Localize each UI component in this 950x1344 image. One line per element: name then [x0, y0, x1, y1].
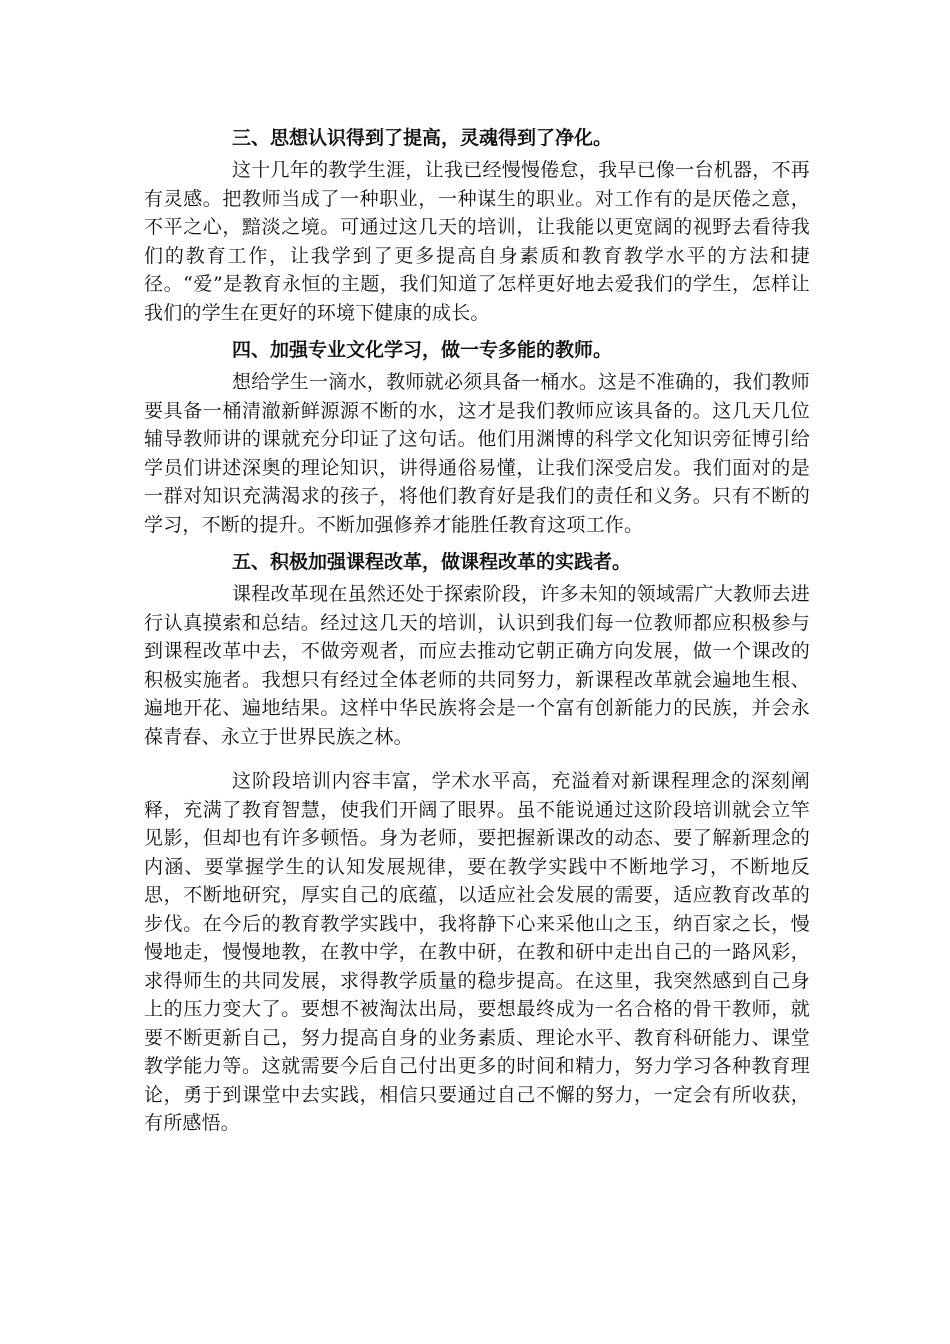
section-heading: 五、积极加强课程改革，做课程改革的实践者。	[232, 551, 632, 573]
section-heading: 三、思想认识得到了提高，灵魂得到了净化。	[232, 127, 613, 149]
section-paragraph: 课程改革现在虽然还处于探索阶段，许多未知的领域需广大教师去进行认真摸索和总结。经过这几天的培训，认识到我们每一位教师都应积极参与到课程改革中去，不做旁观者，而应去推动它朝正确方向发展，做一个课改的积极实施者。我想只有经过全体老师的共同努力，新课程改革就会遍地生根、遍地开花、遍地结果。这样中华民族将会是一个富有创新能力的民族，并会永葆青春、永立于世界民族之林。	[144, 583, 810, 748]
section-paragraph: 想给学生一滴水，教师就必须具备一桶水。这是不准确的，我们教师要具备一桶清澈新鲜源源不断的水，这才是我们教师应该具备的。这几天几位辅导教师讲的课就充分印证了这句话。他们用渊博的科学文化知识旁征博引给学员们讲述深奥的理论知识，讲得通俗易懂，让我们深受启发。我们面对的是一群对知识充满渴求的孩子，将他们教育好是我们的责任和义务。只有不断的学习，不断的提升。不断加强修养才能胜任教育这项工作。	[144, 371, 810, 536]
section-heading: 四、加强专业文化学习，做一专多能的教师。	[232, 339, 613, 361]
document-body	[144, 120, 810, 1138]
section-paragraph: 这十几年的教学生涯，让我已经慢慢倦怠，我早已像一台机器，不再有灵感。把教师当成了一种职业，一种谋生的职业。对工作有的是厌倦之意，不平之心，黯淡之境。可通过这几天的培训，让我能以更宽阔的视野去看待我们的教育工作，让我学到了更多提高自身素质和教育教学水平的方法和捷径。“爱”是教育永恒的主题，我们知道了怎样更好地去爱我们的学生，怎样让我们的学生在更好的环境下健康的成长。	[144, 159, 810, 324]
section-4	[144, 332, 810, 539]
section-5	[144, 544, 810, 751]
closing-paragraph: 这阶段培训内容丰富，学术水平高，充溢着对新课程理念的深刻阐释，充满了教育智慧，使我们开阔了眼界。虽不能说通过这阶段培训就会立竿见影，但却也有许多顿悟。身为老师，要把握新课改的动态、要了解新理念的内涵、要掌握学生的认知发展规律，要在教学实践中不断地学习，不断地反思，不断地研究，厚实自己的底蕴，以适应社会发展的需要，适应教育改革的步伐。在今后的教育教学实践中，我将静下心来采他山之玉，纳百家之长，慢慢地走，慢慢地教，在教中学，在教中研，在教和研中走出自己的一路风彩，求得师生的共同发展，求得教学质量的稳步提高。在这里，我突然感到自己身上的压力变大了。要想不被淘汰出局，要想最终成为一名合格的骨干教师，就要不断更新自己，努力提高自身的业务素质、理论水平、教育科研能力、课堂教学能力等。这就需要今后自己付出更多的时间和精力，努力学习各种教育理论，勇于到课堂中去实践，相信只要通过自己不懈的努力，一定会有所收获，有所感悟。	[144, 770, 810, 1134]
section-3	[144, 120, 810, 327]
